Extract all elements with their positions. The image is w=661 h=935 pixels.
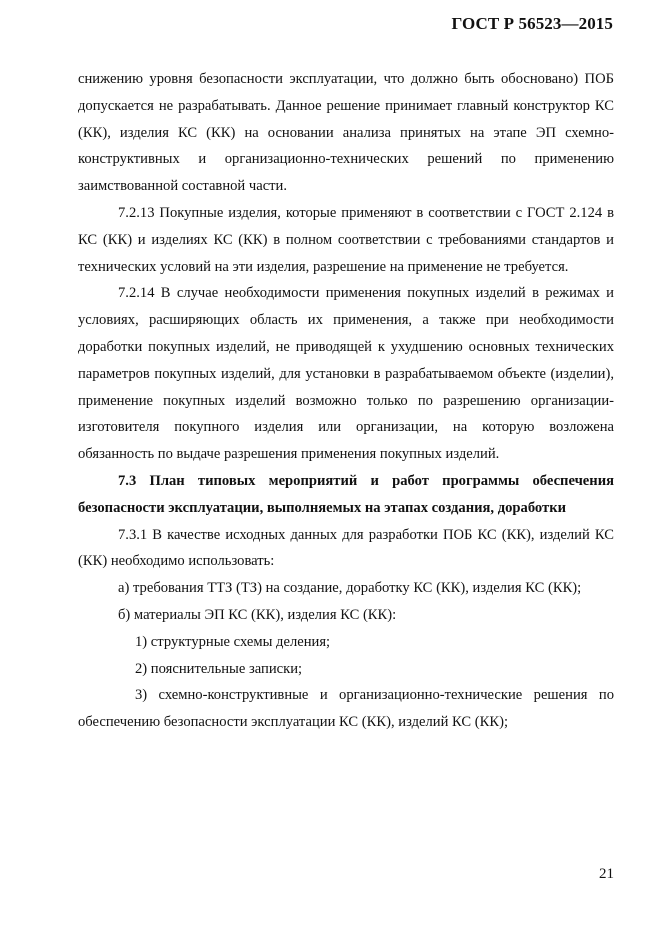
clause-7-2-13: 7.2.13 Покупные изделия, которые применяют в соответствии с ГОСТ 2.124 в КС (КК) и изделиях КС (КК) в полном соответствии с требованиями стандартов и технических условий на эти изделия, разрешение на применение не требуется.: [78, 204, 614, 275]
clause-7-2-14: 7.2.14 В случае необходимости применения покупных изделий в режимах и условиях, расширяющих область их применения, а также при необходимости доработки покупных изделий, не приводящей к ухудшению основных технических параметров покупных изделий, для установки в разрабатываемом объекте (изделии), применение покупных изделий возможно только по разрешению организации-изготовителя покупного изделия или организации, на которую возложена обязанность по выдаче разрешения применения покупных изделий.: [78, 285, 614, 463]
list-item-b-1: 1) структурные схемы деления;: [135, 633, 331, 650]
clause-7-3-1: 7.3.1 В качестве исходных данных для разработки ПОБ КС (КК), изделий КС (КК) необходимо использовать:: [78, 526, 614, 570]
continuation-paragraph: снижению уровня безопасности эксплуатации, что должно быть обосновано) ПОБ допускается не разрабатывать. Данное решение принимает главный конструктор КС (КК), изделия КС (КК) на основании анализа принятых на этапе ЭП схемно-конструктивных и организационно-технических решений по применению заимствованной составной части.: [78, 71, 614, 195]
document-code-header: ГОСТ Р 56523—2015: [451, 14, 613, 33]
page-body: [78, 66, 614, 736]
page-number: 21: [599, 866, 614, 882]
list-item-b-2: 2) пояснительные записки;: [135, 660, 303, 677]
section-heading-7-3: 7.3 План типовых мероприятий и работ программы обеспечения безопасности эксплуатации, выполняемых на этапах создания, доработки: [78, 472, 614, 516]
list-item-b: б) материалы ЭП КС (КК), изделия КС (КК):: [118, 606, 397, 623]
list-item-a: а) требования ТТЗ (ТЗ) на создание, доработку КС (КК), изделия КС (КК);: [118, 580, 582, 597]
list-item-b-3: 3) схемно-конструктивные и организационно-технические решения по обеспечению безопасности эксплуатации КС (КК), изделий КС (КК);: [78, 687, 614, 731]
